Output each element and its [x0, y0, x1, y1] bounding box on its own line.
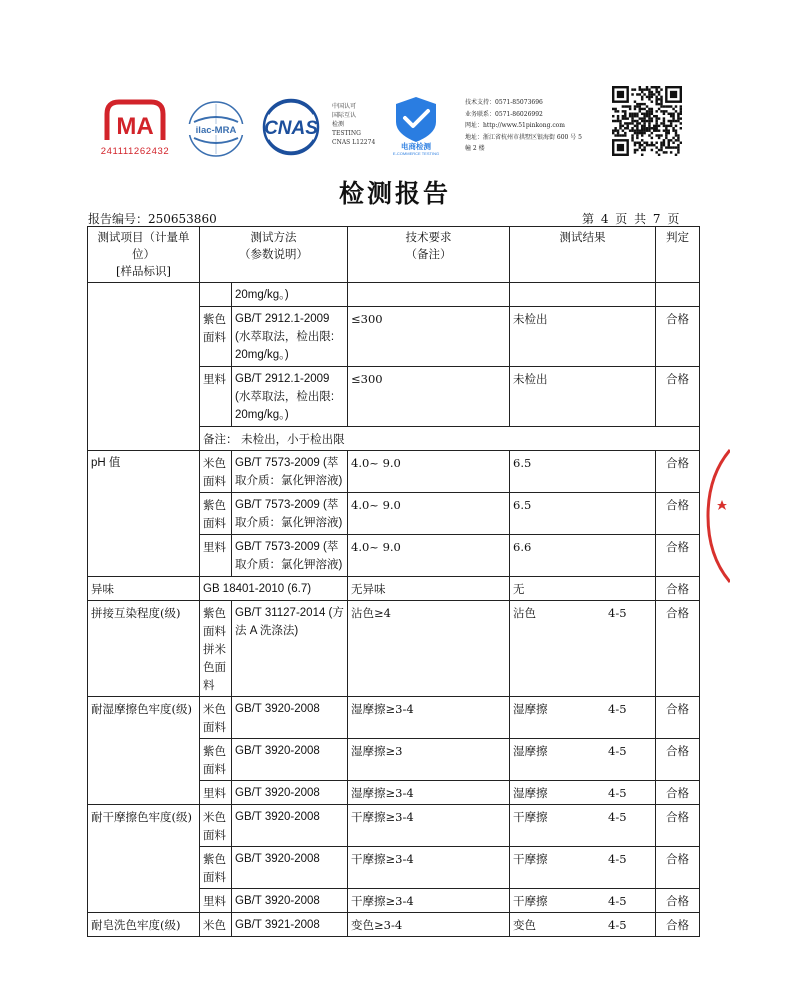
cell-result: 6.5 [510, 493, 656, 535]
cell-verdict: 合格 [656, 367, 700, 427]
cell-sample: 紫色面料拼米色面料 [200, 601, 232, 697]
contact-line: 业务联系：0571-86026992 [465, 110, 543, 118]
cma-letters: MA [116, 113, 154, 140]
cell-result [510, 781, 656, 805]
result-grade: 4-5 [608, 852, 627, 866]
cell-method: 20mg/kg。) [232, 283, 348, 307]
contact-info [465, 97, 605, 155]
cnas-logo [252, 98, 330, 156]
result-label: 干摩擦 [513, 894, 548, 908]
cell-result [510, 697, 656, 739]
cell-result [510, 601, 656, 697]
result-label: 干摩擦 [513, 810, 548, 824]
cell-verdict: 合格 [656, 451, 700, 493]
cell-sample: 米色面料 [200, 697, 232, 739]
cell-method: GB/T 7573-2009 (萃取介质：氯化钾溶液) [232, 493, 348, 535]
ecommerce-testing-logo [386, 94, 446, 156]
ilac-text: ilac-MRA [195, 125, 237, 136]
cell-sample: 米色面料 [200, 451, 232, 493]
cell-result: 未检出 [510, 367, 656, 427]
cert-line: CNAS L12274 [332, 139, 376, 146]
cell-method: GB/T 2912.1-2009 (水萃取法，检出限: 20mg/kg。) [232, 367, 348, 427]
header-requirement: 技术要求 （备注） [348, 227, 510, 283]
result-label: 湿摩擦 [513, 786, 548, 800]
cell-requirement [348, 283, 510, 307]
header-method: 测试方法 （参数说明） [200, 227, 348, 283]
table-row [88, 451, 700, 493]
table-header-row [88, 227, 700, 283]
cell-method: GB/T 3920-2008 [232, 697, 348, 739]
cell-sample: 里料 [200, 367, 232, 427]
result-grade: 4-5 [608, 702, 627, 716]
contact-line: 地址：浙江省杭州市拱墅区银海街 600 号 5 [465, 133, 582, 141]
cert-line: 国际互认 [332, 112, 357, 119]
cell-result: 6.6 [510, 535, 656, 577]
cell-verdict: 合格 [656, 805, 700, 847]
cell-method: GB/T 2912.1-2009 (水萃取法，检出限: 20mg/kg。) [232, 307, 348, 367]
cell-method: GB/T 3920-2008 [232, 739, 348, 781]
cell-method: GB 18401-2010 (6.7) [200, 577, 348, 601]
ilac-mra-logo [186, 100, 246, 158]
cell-method: GB/T 7573-2009 (萃取介质：氯化钾溶液) [232, 535, 348, 577]
cell-item: 拼接互染程度(级) [88, 601, 200, 697]
cell-sample: 里料 [200, 535, 232, 577]
table-row [88, 805, 700, 847]
header-verdict: 判定 [656, 227, 700, 283]
cell-sample: 米色 [200, 913, 232, 937]
table-row [88, 913, 700, 937]
cell-sample: 米色面料 [200, 805, 232, 847]
cell-item: 耐湿摩擦色牢度(级) [88, 697, 200, 805]
header-result: 测试结果 [510, 227, 656, 283]
cell-sample: 紫色面料 [200, 739, 232, 781]
cell-result [510, 805, 656, 847]
cell-item: pH 值 [88, 451, 200, 577]
cell-requirement: ≤300 [348, 307, 510, 367]
result-label: 变色 [513, 918, 536, 932]
header-item: 测试项目（计量单位） [样品标识] [88, 227, 200, 283]
document-title: 检测报告 [338, 179, 451, 208]
cell-result: 无 [510, 577, 656, 601]
contact-line: 技术支持：0571-85073696 [465, 99, 543, 106]
cell-requirement: ≤300 [348, 367, 510, 427]
cell-method: GB/T 3920-2008 [232, 805, 348, 847]
cell-verdict: 合格 [656, 697, 700, 739]
cell-result [510, 739, 656, 781]
cell-requirement: 4.0~ 9.0 [348, 451, 510, 493]
cell-requirement: 干摩擦≥3-4 [348, 847, 510, 889]
cert-line: 检测 [332, 121, 345, 128]
cell-verdict: 合格 [656, 577, 700, 601]
cert-text [332, 102, 388, 147]
results-table [87, 226, 700, 937]
page-info: 第 4 页 共 7 页 [582, 212, 680, 226]
cell-sample: 紫色面料 [200, 493, 232, 535]
ecom-en: E-COMMERCE TESTING [392, 151, 440, 156]
cert-line: 中国认可 [332, 103, 357, 110]
result-grade: 4-5 [608, 606, 627, 620]
table-row [88, 577, 700, 601]
contact-line: 幢 2 楼 [465, 145, 485, 152]
cell-verdict: 合格 [656, 493, 700, 535]
cell-item [88, 283, 200, 451]
cell-verdict: 合格 [656, 889, 700, 913]
cell-verdict: 合格 [656, 307, 700, 367]
cell-method: GB/T 3920-2008 [232, 889, 348, 913]
cell-item: 耐皂洗色牢度(级) [88, 913, 200, 937]
table-row [88, 283, 700, 307]
cnas-text: CNAS [264, 118, 318, 139]
cell-requirement: 湿摩擦≥3-4 [348, 781, 510, 805]
cell-method: GB/T 3921-2008 [232, 913, 348, 937]
result-grade: 4-5 [608, 894, 627, 908]
cell-requirement: 干摩擦≥3-4 [348, 889, 510, 913]
cma-logo [93, 96, 177, 158]
cell-result [510, 847, 656, 889]
cell-result [510, 913, 656, 937]
result-label: 沾色 [513, 606, 536, 620]
partial-seal-stamp [706, 446, 730, 586]
cell-method: GB/T 31127-2014 (方法 A 洗涤法) [232, 601, 348, 697]
cell-requirement: 4.0~ 9.0 [348, 535, 510, 577]
cell-method: GB/T 7573-2009 (萃取介质：氯化钾溶液) [232, 451, 348, 493]
cell-sample: 里料 [200, 781, 232, 805]
cell-sample [200, 283, 232, 307]
contact-line: 网址：http://www.51pinkong.com [465, 122, 565, 129]
result-label: 湿摩擦 [513, 702, 548, 716]
cell-verdict: 合格 [656, 781, 700, 805]
result-grade: 4-5 [608, 918, 627, 932]
cell-requirement: 湿摩擦≥3 [348, 739, 510, 781]
cell-requirement: 变色≥3-4 [348, 913, 510, 937]
table-row [88, 697, 700, 739]
report-number: 报告编号：250653860 [88, 212, 217, 226]
cell-verdict: 合格 [656, 739, 700, 781]
qr-code [612, 86, 682, 156]
cell-verdict: 合格 [656, 847, 700, 889]
cell-result: 未检出 [510, 307, 656, 367]
table-row [88, 601, 700, 697]
cert-line: TESTING [332, 130, 361, 137]
cell-result [510, 283, 656, 307]
cell-result: 6.5 [510, 451, 656, 493]
cell-sample: 紫色面料 [200, 307, 232, 367]
cell-requirement: 沾色≥4 [348, 601, 510, 697]
cell-requirement: 无异味 [348, 577, 510, 601]
cell-requirement: 湿摩擦≥3-4 [348, 697, 510, 739]
cell-verdict [656, 283, 700, 307]
cell-verdict: 合格 [656, 913, 700, 937]
result-grade: 4-5 [608, 744, 627, 758]
cell-item: 异味 [88, 577, 200, 601]
result-label: 干摩擦 [513, 852, 548, 866]
cell-requirement: 4.0~ 9.0 [348, 493, 510, 535]
cell-note: 备注： 未检出，小于检出限 [200, 427, 700, 451]
cell-result [510, 889, 656, 913]
cell-item: 耐干摩擦色牢度(级) [88, 805, 200, 913]
result-label: 湿摩擦 [513, 744, 548, 758]
cell-method: GB/T 3920-2008 [232, 781, 348, 805]
cma-number: 241111262432 [100, 146, 170, 157]
result-grade: 4-5 [608, 810, 627, 824]
cell-sample: 里料 [200, 889, 232, 913]
cell-sample: 紫色面料 [200, 847, 232, 889]
cell-requirement: 干摩擦≥3-4 [348, 805, 510, 847]
ecom-cn: 电商检测 [401, 142, 431, 151]
cell-verdict: 合格 [656, 601, 700, 697]
cell-verdict: 合格 [656, 535, 700, 577]
result-grade: 4-5 [608, 786, 627, 800]
cell-method: GB/T 3920-2008 [232, 847, 348, 889]
